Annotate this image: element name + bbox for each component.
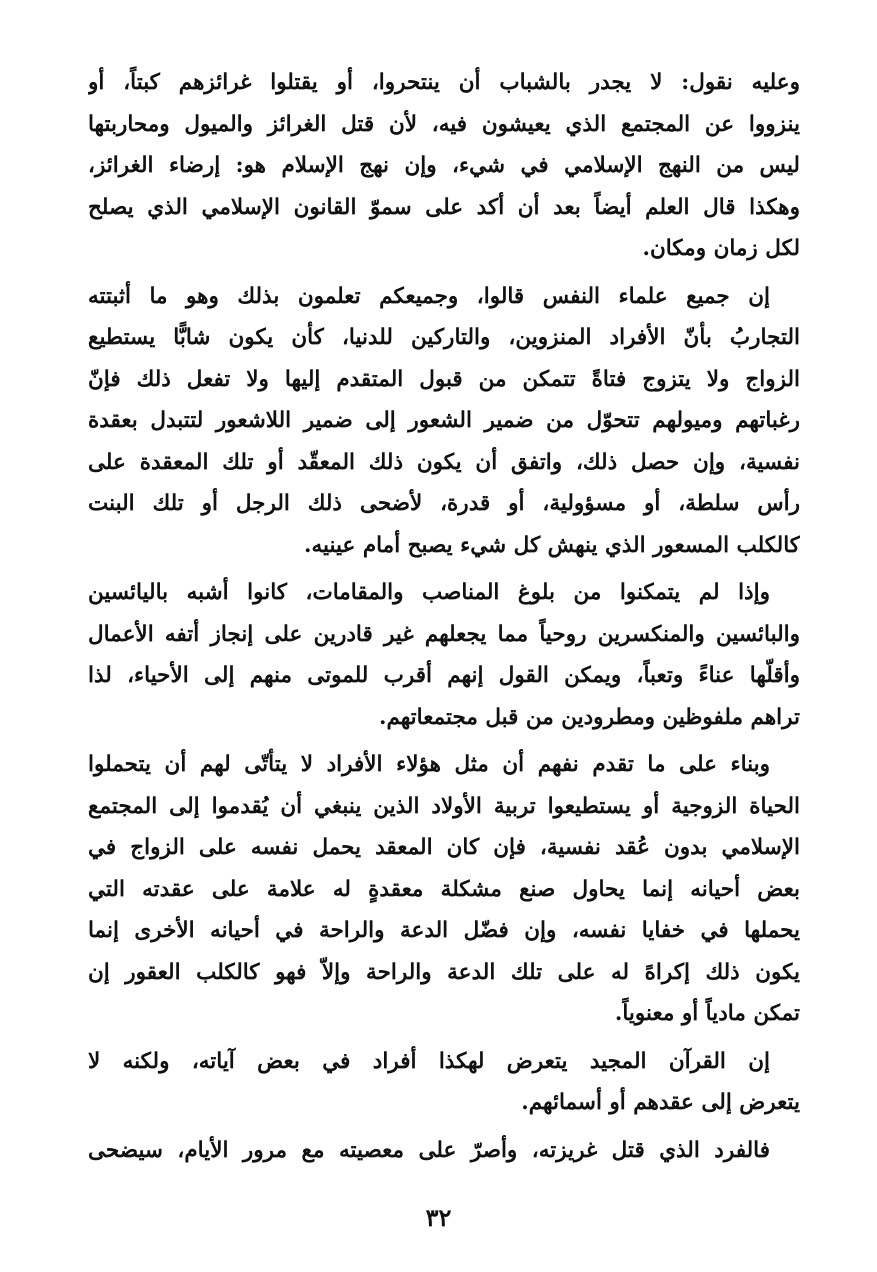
text-line: الزواج ولا يتزوج فتاةً تتمكن من قبول المتقدم إليها ولا تفعل ذلك فإنّ: [88, 366, 800, 392]
text-line: يتعرض إلى عقدهم أو أسمائهم.: [521, 1090, 800, 1115]
text-line: يكون ذلك إكراهً له على تلك الدعة والراحة وإلاّ فهو كالكلب العقور إن: [88, 959, 800, 985]
text-line: فالفرد الذي قتل غريزته، وأصرّ على معصيته مع مرور الأيام، سيضحى: [88, 1137, 770, 1163]
paragraph-2: [88, 276, 800, 567]
text-line: وأقلّها عناءً وتعباً، ويمكن القول إنهم أقرب للموتى منهم إلى الأحياء، لذا: [88, 663, 800, 688]
text-line: يحملها في خفايا نفسه، وإن فضّل الدعة والراحة في أحيانه الأخرى إنما: [88, 918, 800, 943]
page-body: [88, 62, 800, 1177]
text-line: كالكلب المسعور الذي ينهش كل شيء يصبح أمام عينيه.: [304, 532, 800, 558]
paragraph-6: [88, 1130, 800, 1172]
page-number: ٣٢: [425, 1203, 452, 1232]
text-line: لكل زمان ومكان.: [642, 236, 800, 261]
text-line: التجاربُ بأنّ الأفراد المنزوين، والتاركين للدنيا، كأن يكون شابًّا يستطيع: [88, 325, 800, 350]
text-line: وعليه نقول: لا يجدر بالشباب أن ينتحروا، أو يقتلوا غرائزهم كبتاً، أو: [88, 70, 800, 95]
text-line: نفسية، وإن حصل ذلك، واتفق أن يكون ذلك المعقّد أو تلك المعقدة على: [88, 449, 800, 475]
text-line: الإسلامي بدون عُقد نفسية، فإن كان المعقد يحمل نفسه على الزواج في: [88, 835, 800, 860]
text-line: والبائسين والمنكسرين روحياً مما يجعلهم غير قادرين على إنجاز أتفه الأعمال: [88, 621, 800, 647]
paragraph-5: [88, 1041, 800, 1124]
text-line: تمكن مادياً أو معنوياً.: [614, 1001, 800, 1026]
text-line: وهكذا قال العلم أيضاً بعد أن أكد على سموّ القانون الإسلامي الذي يصلح: [88, 194, 800, 220]
text-line: ليس من النهج الإسلامي في شيء، وإن نهج الإسلام هو: إرضاء الغرائز،: [88, 153, 800, 178]
text-line: بعض أحيانه إنما يحاول صنع مشكلة معقدةٍ له علامة على عقدته التي: [88, 876, 800, 902]
text-line: إن جميع علماء النفس قالوا، وجميعكم تعلمون بذلك وهو ما أثبتته: [88, 283, 770, 309]
text-line: وبناء على ما تقدم نفهم أن مثل هؤلاء الأفراد لا يتأتّى لهم أن يتحملوا: [88, 752, 770, 777]
paragraph-4: [88, 744, 800, 1035]
text-line: رغباتهم وميولهم تتحوّل من ضمير الشعور إلى ضمير اللاشعور لتتبدل بعقدة: [88, 408, 800, 433]
text-line: رأس سلطة، أو مسؤولية، أو قدرة، لأضحى ذلك الرجل أو تلك البنت: [88, 491, 800, 516]
text-line: ينزووا عن المجتمع الذي يعيشون فيه، لأن قتل الغرائز والميول ومحاربتها: [88, 111, 800, 137]
text-line: وإذا لم يتمكنوا من بلوغ المناصب والمقامات، كانوا أشبه باليائسين: [88, 580, 770, 605]
text-line: تراهم ملفوظين ومطرودين من قبل مجتمعاتهم.: [378, 704, 800, 730]
text-line: إن القرآن المجيد يتعرض لهكذا أفراد في بعض آياته، ولكنه لا: [88, 1048, 770, 1074]
paragraph-1: [88, 62, 800, 270]
paragraph-3: [88, 572, 800, 738]
text-line: الحياة الزوجية أو يستطيعوا تربية الأولاد الذين ينبغي أن يُقدموا إلى المجتمع: [88, 793, 800, 819]
